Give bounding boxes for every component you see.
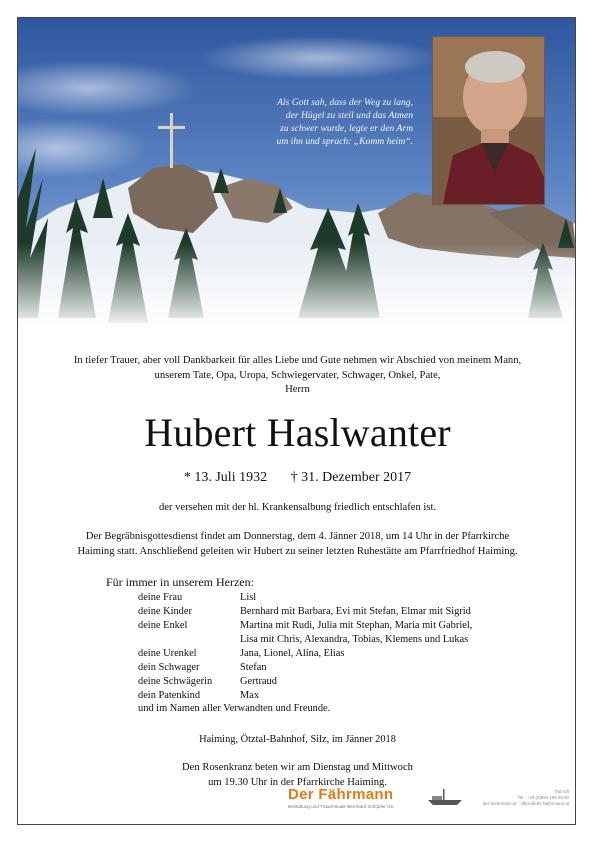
contact-line: Tod ruft xyxy=(554,789,569,794)
relation-label: dein Schwager xyxy=(138,662,200,673)
relation-names: Martina mit Rudi, Julia mit Stephan, Maria mit Gabriel, xyxy=(240,620,473,631)
contact-line: der-faehrmann.at · office@der-faehrmann.at xyxy=(482,801,569,806)
funeral-line: Der Begräbnisgottesdienst findet am Donnerstag, dem 4. Jänner 2018, um 14 Uhr in der Pfarrkirche xyxy=(85,531,510,542)
birth-date: * 13. Juli 1932 xyxy=(183,470,268,485)
funeral-home-tagline: Bestattung und Trauerrituale Bernhard Schöpfer GK xyxy=(288,804,394,809)
funeral-home-contact xyxy=(483,789,569,807)
contact-line: Tel.: +43 (0)664 195 99 60 xyxy=(517,795,569,800)
relation-names: Stefan xyxy=(240,662,267,673)
relation-label: deine Urenkel xyxy=(138,648,197,659)
funeral-line: Haiming statt. Anschließend geleiten wir Hubert zu seiner letzten Ruhestätte am Pfarrfriedhof Haiming. xyxy=(77,545,518,557)
rosary-line: um 19.30 Uhr in der Pfarrkirche Haiming. xyxy=(208,776,387,788)
relation-label: deine Frau xyxy=(138,592,183,603)
funeral-home-logo: Der Fährmann xyxy=(288,786,394,803)
header-image xyxy=(18,18,576,330)
sacrament-note: der versehen mit der hl. Krankensalbung friedlich entschlafen ist. xyxy=(158,502,437,513)
intro-line: unserem Tate, Opa, Uropa, Schwiegervater, Schwager, Onkel, Pate, xyxy=(154,369,441,381)
relation-names: Jana, Lionel, Alina, Elias xyxy=(240,648,345,659)
mourners-heading: Für immer in unserem Herzen: xyxy=(106,575,254,589)
relation-names: Lisl xyxy=(240,592,257,603)
intro-line: In tiefer Trauer, aber voll Dankbarkeit für alles Liebe und Gute nehmen wir Abschied von meinem Mann, xyxy=(73,355,522,366)
quote-line: zu schwer wurde, legte er den Arm xyxy=(280,123,413,134)
death-date: † 31. Dezember 2017 xyxy=(290,470,412,485)
relation-names: Lisa mit Chris, Alexandra, Tobias, Klemens und Lukas xyxy=(240,634,469,645)
relation-names: Gertraud xyxy=(240,676,277,687)
funeral-info xyxy=(18,530,576,559)
relation-label: deine Enkel xyxy=(138,620,188,631)
relation-names: Max xyxy=(240,690,260,701)
relation-label: deine Schwägerin xyxy=(138,676,213,687)
portrait-photo xyxy=(432,36,545,205)
quote-line: der Hügel zu steil und das Atmen xyxy=(285,110,413,121)
obituary-card xyxy=(17,17,576,825)
quote-line: Als Gott sah, dass der Weg zu lang, xyxy=(277,97,413,108)
relation-label: dein Patenkind xyxy=(138,690,201,701)
relatives-note: und im Namen aller Verwandten und Freunde. xyxy=(138,703,331,714)
rosary-line: Den Rosenkranz beten wir am Dienstag und Mittwoch xyxy=(182,762,413,773)
ferry-boat-icon xyxy=(426,788,464,811)
relation-label: deine Kinder xyxy=(138,606,192,617)
deceased-name: Hubert Haslwanter xyxy=(144,410,451,455)
relation-names: Bernhard mit Barbara, Evi mit Stefan, Elmar mit Sigrid xyxy=(240,606,471,617)
place-date: Haiming, Ötztal-Bahnhof, Silz, im Jänner 2018 xyxy=(199,734,396,745)
intro-text xyxy=(18,354,576,398)
memorial-quote xyxy=(218,96,413,148)
quote-line: um ihn und sprach: „Komm heim“. xyxy=(276,136,413,147)
intro-line: Herrn xyxy=(285,384,310,395)
life-dates xyxy=(18,469,576,487)
